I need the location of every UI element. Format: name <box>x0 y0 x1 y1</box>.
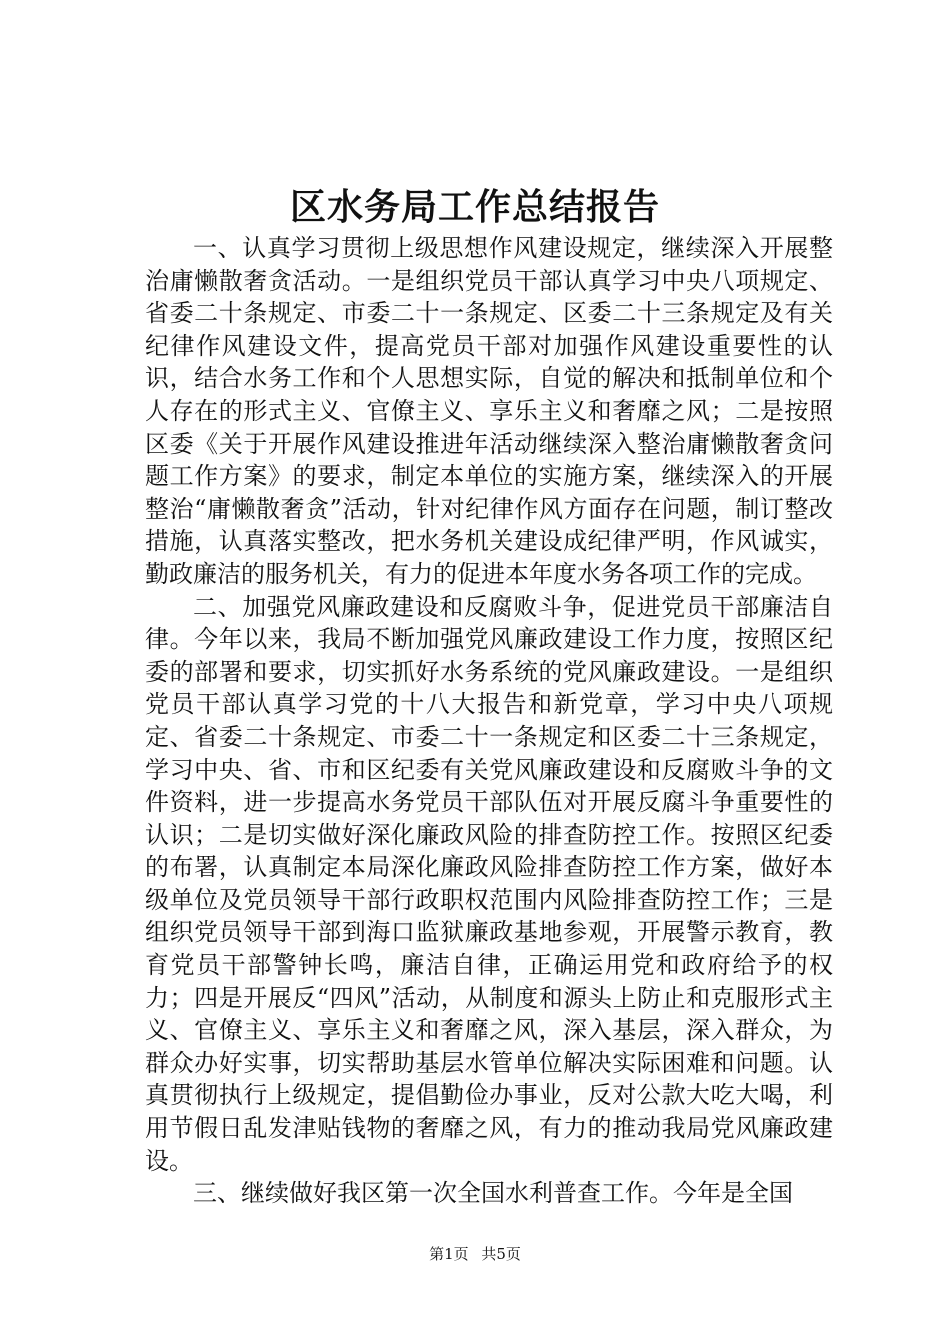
paragraph-2: 二、加强党风廉政建设和反腐败斗争，促进党员干部廉洁自律。今年以来，我局不断加强党风廉政建设工作力度，按照区纪委的部署和要求，切实抓好水务系统的党风廉政建设。一是组织党员干部认真学习党的十八大报告和新党章，学习中央八项规定、省委二十条规定、市委二十一条规定和区委二十三条规定，学习中央、省、市和区纪委有关党风廉政建设和反腐败斗争的文件资料，进一步提高水务党员干部队伍对开展反腐斗争重要性的认识；二是切实做好深化廉政风险的排查防控工作。按照区纪委的布署，认真制定本局深化廉政风险排查防控工作方案，做好本级单位及党员领导干部行政职权范围内风险排查防控工作；三是组织党员领导干部到海口监狱廉政基地参观，开展警示教育，教育党员干部警钟长鸣，廉洁自律，正确运用党和政府给予的权力；四是开展反“四风”活动，从制度和源头上防止和克服形式主义、官僚主义、享乐主义和奢靡之风，深入基层，深入群众，为群众办好实事，切实帮助基层水管单位解决实际困难和问题。认真贯彻执行上级规定，提倡勤俭办事业，反对公款大吃大喝，利用节假日乱发津贴钱物的奢靡之风，有力的推动我局党风廉政建设。 <box>145 592 833 1175</box>
page-footer <box>0 1244 950 1264</box>
paragraph-1: 一、认真学习贯彻上级思想作风建设规定，继续深入开展整治庸懒散奢贪活动。一是组织党员干部认真学习中央八项规定、省委二十条规定、市委二十一条规定、区委二十三条规定及有关纪律作风建设文件，提高党员干部对加强作风建设重要性的认识，结合水务工作和个人思想实际，自觉的解决和抵制单位和个人存在的形式主义、官僚主义、享乐主义和奢靡之风；二是按照区委《关于开展作风建设推进年活动继续深入整治庸懒散奢贪问题工作方案》的要求，制定本单位的实施方案，继续深入的开展整治“庸懒散奢贪”活动，针对纪律作风方面存在问题，制订整改措施，认真落实整改，把水务机关建设成纪律严明，作风诚实，勤政廉洁的服务机关，有力的促进本年度水务各项工作的完成。 <box>145 234 833 588</box>
page-number: 第1页 <box>429 1245 469 1263</box>
document-title: 区水务局工作总结报告 <box>289 186 660 228</box>
page-total: 共5页 <box>481 1245 521 1263</box>
paragraph-3: 三、继续做好我区第一次全国水利普查工作。今年是全国 <box>193 1179 793 1208</box>
document-body <box>145 232 833 1210</box>
